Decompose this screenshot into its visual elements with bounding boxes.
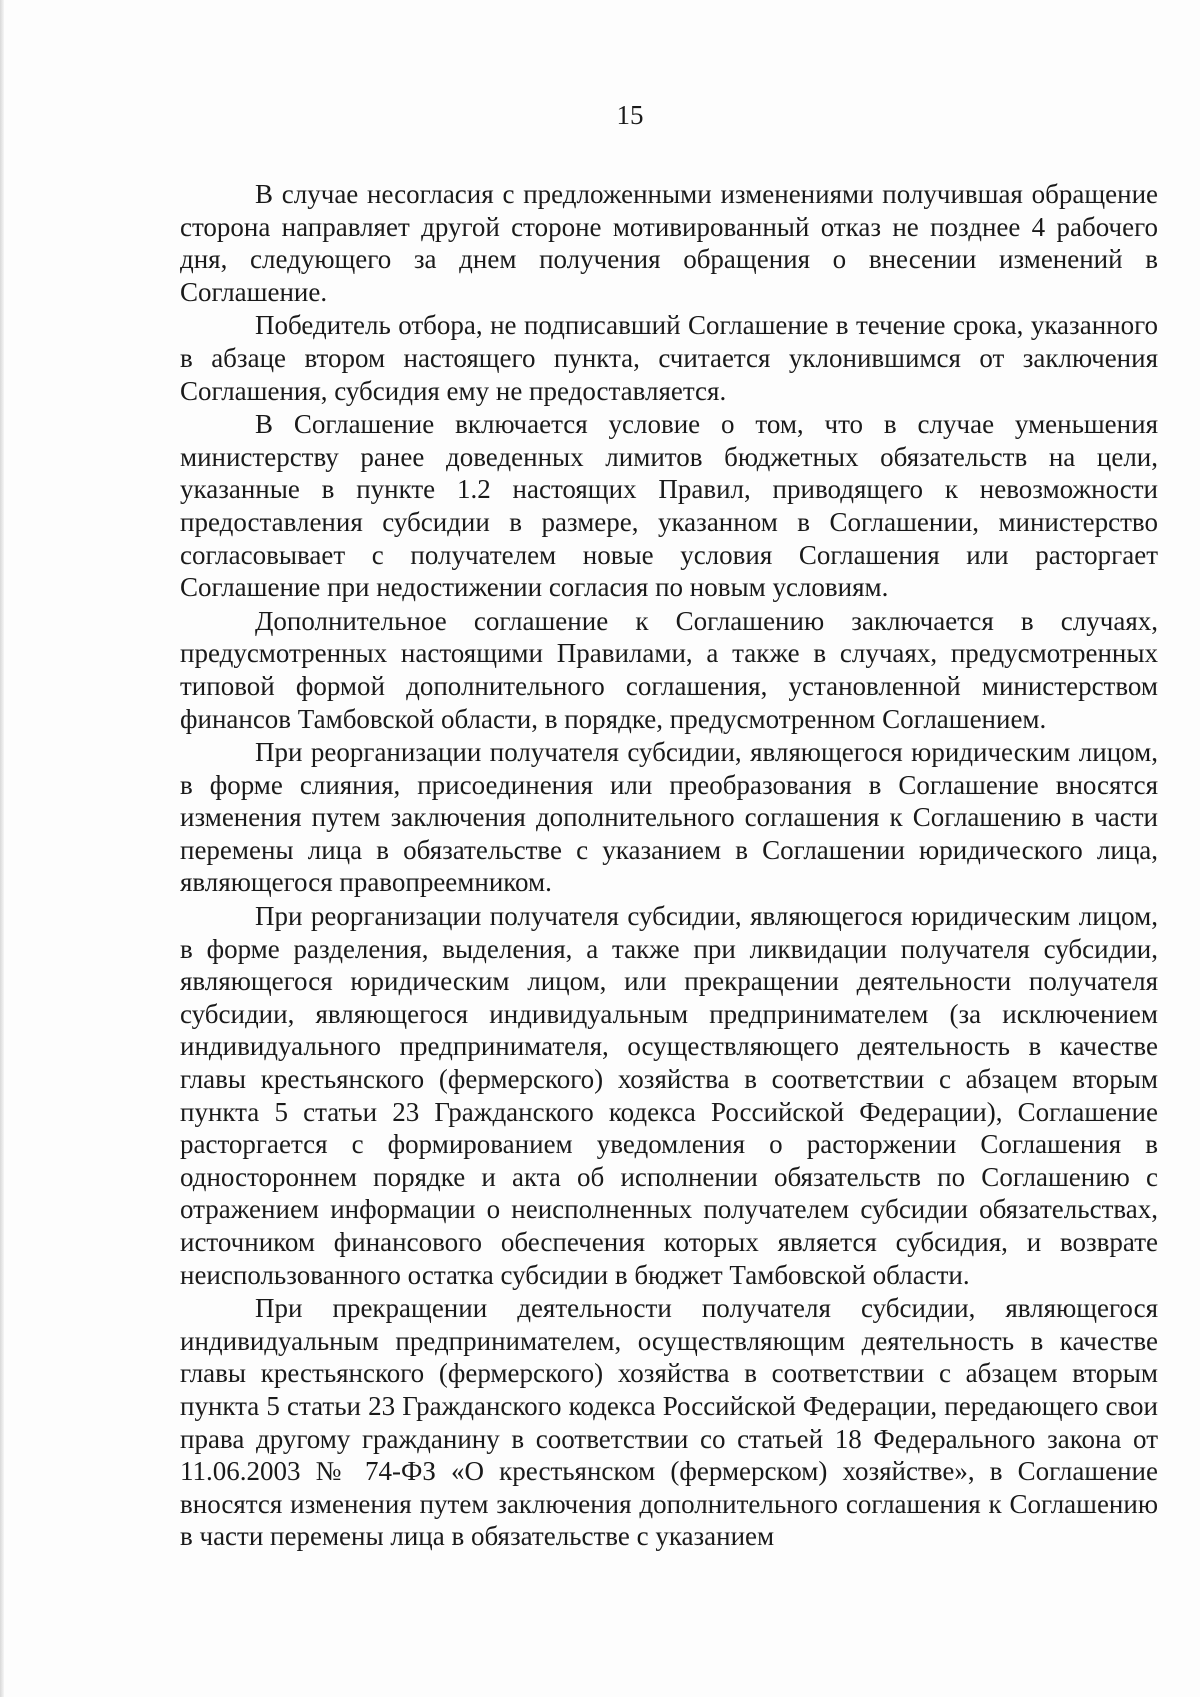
paragraph: При реорганизации получателя субсидии, являющегося юридическим лицом, в форме слияния, присоединения или преобразования в Соглашение вносятся изменения путем заключения дополнительного соглашения к Соглашению в части перемены лица в обязательстве с указанием в Соглашении юридического лица, являющегося правопреемником. [180,737,1158,898]
paragraph: Дополнительное соглашение к Соглашению заключается в случаях, предусмотренных настоящими Правилами, а также в случаях, предусмотренных типовой формой дополнительного соглашения, установленной министерством финансов Тамбовской области, в порядке, предусмотренном Соглашением. [180,605,1158,734]
paragraph: При реорганизации получателя субсидии, являющегося юридическим лицом, в форме разделения, выделения, а также при ликвидации получателя субсидии, являющегося юридическим лицом, или прекращении деятельности получателя субсидии, являющегося индивидуальным предпринимателем (за исключением индивидуального предпринимателя, осуществляющего деятельность в качестве главы крестьянского (фермерского) хозяйства в соответствии с абзацем вторым пункта 5 статьи 23 Гражданского кодекса Российской Федерации), Соглашение расторгается с формированием уведомления о расторжении Соглашения в одностороннем порядке и акта об исполнении обязательств по Соглашению с отражением информации о неисполненных получателем субсидии обязательствах, источником финансового обеспечения которых является субсидия, и возврате неиспользованного остатка субсидии в бюджет Тамбовской области. [180,901,1158,1290]
paragraph: В Соглашение включается условие о том, что в случае уменьшения министерству ранее доведенных лимитов бюджетных обязательств на цели, указанные в пункте 1.2 настоящих Правил, приводящего к невозможности предоставления субсидии в размере, указанном в Соглашении, министерство согласовывает с получателем новые условия Соглашения или расторгает Соглашение при недостижении согласия по новым условиям. [180,409,1158,603]
paragraph: Победитель отбора, не подписавший Соглашение в течение срока, указанного в абзаце втором настоящего пункта, считается уклонившимся от заключения Соглашения, субсидия ему не предоставляется. [180,310,1158,406]
body-text [180,178,1158,1554]
paragraph: В случае несогласия с предложенными изменениями получившая обращение сторона направляет другой стороне мотивированный отказ не позднее 4 рабочего дня, следующего за днем получения обращения о внесении изменений в Соглашение. [180,179,1158,307]
scan-edge [0,0,4,1697]
paragraph: При прекращении деятельности получателя субсидии, являющегося индивидуальным предпринимателем, осуществляющим деятельность в качестве главы крестьянского (фермерского) хозяйства в соответствии с абзацем вторым пункта 5 статьи 23 Гражданского кодекса Российской Федерации, передающего свои права другому гражданину в соответствии со статьей 18 Федерального закона от 11.06.2003 № 74-ФЗ «О крестьянском (фермерском) хозяйстве», в Соглашение вносятся изменения путем заключения дополнительного соглашения к Соглашению в части перемены лица в обязательстве с указанием [180,1293,1158,1552]
page-number: 15 [616,100,644,130]
